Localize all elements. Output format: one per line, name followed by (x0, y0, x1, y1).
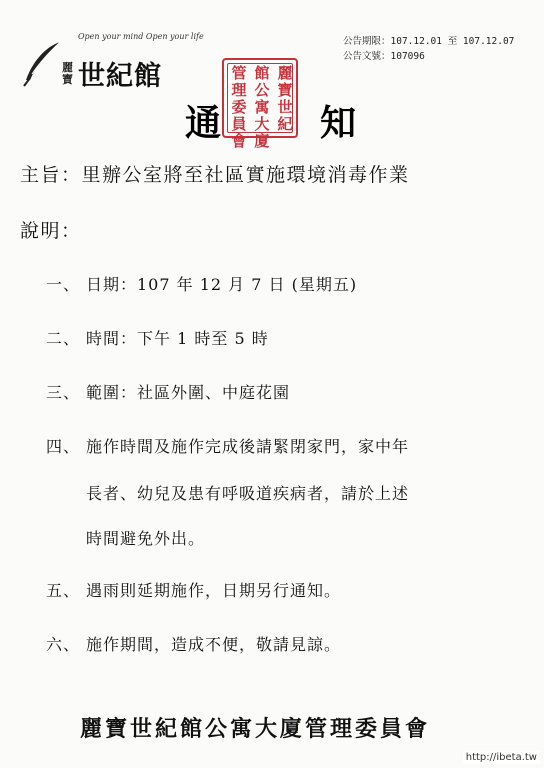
seal-column: 管理委員會 (231, 64, 247, 150)
feather-icon (20, 40, 64, 94)
subject-line: 主旨：里辦公室將至社區實施環境消毒作業 (20, 164, 410, 186)
period-row (343, 34, 514, 49)
item-number: 三、 (46, 383, 81, 402)
item-number: 六、 (46, 635, 81, 654)
item-number: 五、 (46, 581, 81, 600)
item-text: 時間：下午 1 時至 5 時 (86, 329, 269, 348)
description-label: 說明： (20, 220, 82, 242)
watermark: http://ibeta.tw (463, 751, 540, 764)
item-text: 日期：107 年 12 月 7 日 (星期五) (86, 275, 358, 294)
period-value: 107.12.01 至 107.12.07 (390, 36, 515, 47)
logo-name: 世紀館 (78, 61, 162, 92)
issuer-signature: 麗寶世紀館公寓大廈管理委員會 (80, 716, 431, 742)
title-char-1: 通 (185, 102, 222, 144)
item-number: 二、 (46, 329, 81, 348)
seal-column: 館公寓大廈 (254, 64, 270, 150)
item-text: 施作期間，造成不便，敬請見諒。 (86, 635, 342, 654)
item-text: 時間避免外出。 (86, 529, 206, 548)
doc-label: 公告文號： (343, 51, 391, 62)
header-info (343, 34, 514, 64)
item-text: 遇雨則延期施作，日期另行通知。 (86, 581, 342, 600)
doc-value: 107096 (390, 51, 425, 62)
item-text: 長者、幼兒及患有呼吸道疾病者，請於上述 (86, 484, 410, 503)
seal-column: 麗寶世紀 (277, 64, 293, 133)
logo-sub: 麗寶 (62, 61, 73, 86)
title-char-2: 知 (320, 102, 357, 144)
item-number: 四、 (46, 437, 81, 456)
logo (20, 32, 204, 92)
official-seal (222, 58, 298, 150)
item-number: 一、 (46, 275, 81, 294)
item-text: 範圍：社區外圍、中庭花園 (86, 383, 291, 402)
period-label: 公告期限： (343, 36, 391, 47)
doc-row (343, 49, 514, 64)
logo-tagline: Open your mind Open your life (78, 32, 204, 41)
item-text: 施作時間及施作完成後請緊閉家門，家中年 (86, 437, 410, 456)
